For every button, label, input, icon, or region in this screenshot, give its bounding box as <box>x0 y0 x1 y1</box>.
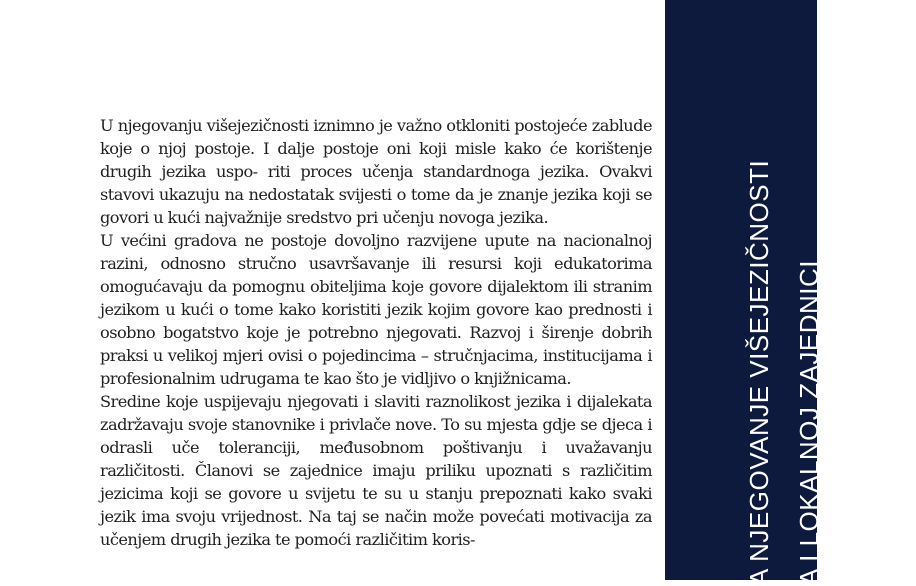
sidebar-title-line-2: A I LOKALNOJ ZAJEDNICI <box>794 260 824 586</box>
sidebar-title <box>741 0 831 586</box>
paragraph-3: Sredine koje uspijevaju njegovati i slaviti raznolikost jezika i dijalekata zadržavaju svoje stanovnike i privlače nove. To su mjesta gdje se djeca i odrasli uče toleranciji, međusobnom poštivanju i uvažavanju različitosti. Članovi se zajednice imaju priliku upoznati s različitim jezicima koji se govore u svijetu te su u stanju prepoznati kako svaki jezik ima svoju vrijednost. Na taj se način može povećati motivacija za učenjem drugih jezika te pomoći različitim koris- <box>100 392 652 549</box>
sidebar-title-line-1: A NJEGOVANJE VIŠEJEZIČNOSTI <box>744 159 774 586</box>
paragraph-2: U većini gradova ne postoje dovoljno razvijene upute na nacionalnoj razini, odnosno stručno usavršavanje ili resursi koji edukatorima omogućavaju da pomognu obiteljima koje govore dijalektom ili stranim jezikom u kući o tome kako koristiti jezik kojim govore kao prednosti i osobno bogatstvo koje je potrebno njegovati. Razvoj i širenje dobrih praksi u velikoj mjeri ovisi o pojedincima – stručnjacima, institucijama i profesionalnim udrugama te kao što je vidljivo o knjižnicama. <box>100 231 652 388</box>
body-text <box>100 114 652 551</box>
chapter-sidebar <box>665 0 824 586</box>
paragraph-1: U njegovanju višejezičnosti iznimno je važno otkloniti postojeće zablude koje o njoj postoje. I dalje postoje oni koji misle kako će korištenje drugih jezika uspo- riti proces učenja standardnoga jezika. Ovakvi stavovi ukazuju na nedostatak svijesti o tome da je znanje jezika koji se govori u kući najvažnije sredstvo pri učenju novoga jezika. <box>100 116 652 227</box>
